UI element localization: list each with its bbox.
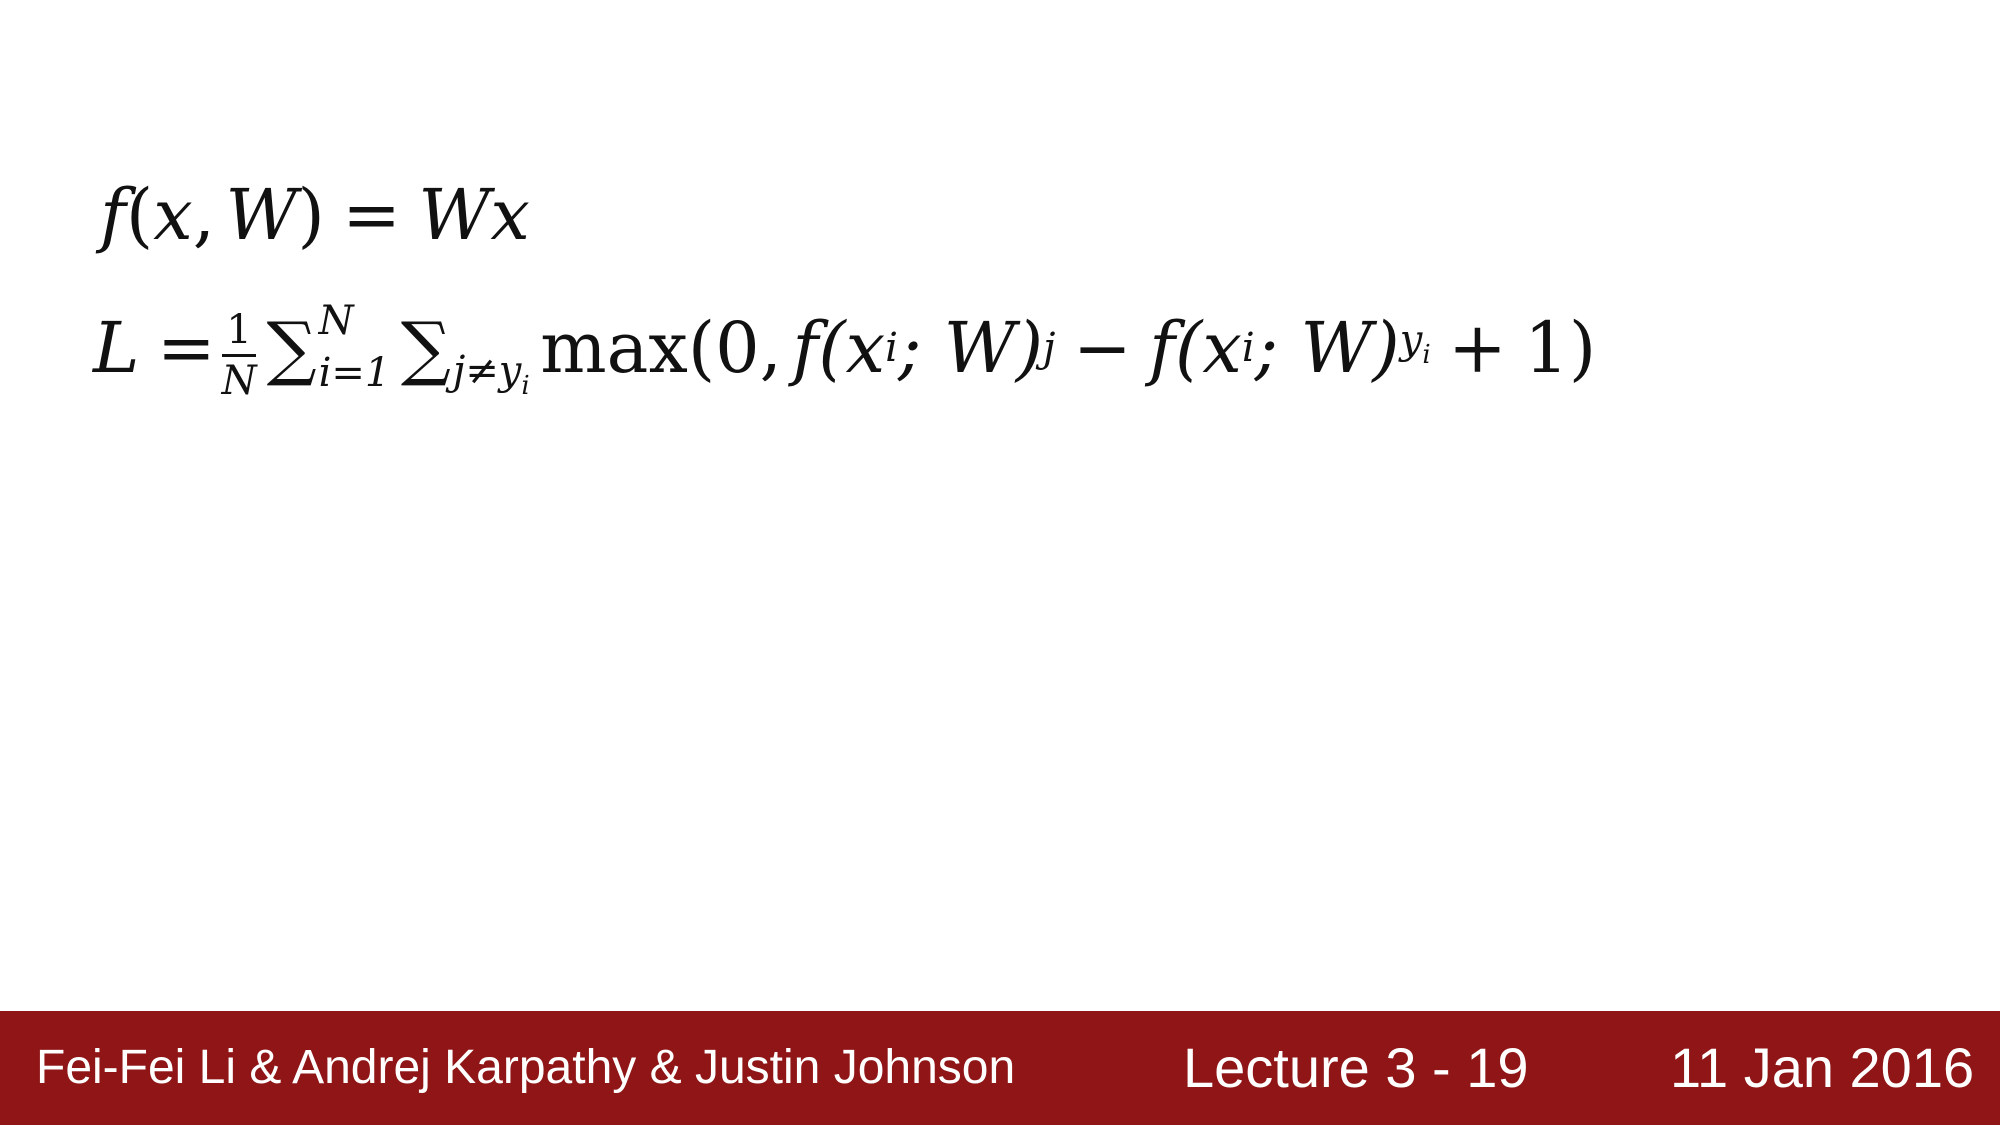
f-term-2-sub-y (1399, 317, 1431, 370)
f-term-2-sub-y-main: y (1399, 317, 1423, 363)
sum-upper-limit: N (318, 297, 354, 344)
sum-symbol-1: ∑ (266, 306, 317, 389)
f-term-2-arg: (x (1175, 306, 1242, 389)
fraction-one-over-n (222, 308, 257, 403)
f-term-1: f (792, 306, 819, 389)
sum-j-lower-main: j≠y (452, 348, 522, 394)
sum-lower-limit: i=1 (318, 349, 391, 396)
loss-L: L (93, 306, 140, 389)
eq1-W: W (225, 174, 298, 256)
footer-bar (0, 1011, 2000, 1125)
eq1-W2: W (418, 174, 491, 256)
sum-over-i-limits (318, 297, 391, 396)
footer-authors: Fei-Fei Li & Andrej Karpathy & Justin Johnson (36, 1041, 1016, 1094)
plus-sign: + (1448, 306, 1507, 389)
f-term-1-arg-rest: ; W) (897, 306, 1044, 389)
f-term-2-sub-y-i: i (1422, 340, 1431, 370)
max-function: max (540, 306, 688, 389)
margin-one-close: 1) (1524, 306, 1597, 389)
eq1-equals: = (342, 174, 401, 256)
loss-equals: = (156, 306, 216, 389)
footer-date: 11 Jan 2016 (1670, 1036, 1975, 1099)
max-open: (0, (687, 306, 782, 389)
eq1-x2: x (490, 174, 530, 256)
f-term-2: f (1149, 306, 1176, 389)
sum-over-j (401, 290, 530, 405)
eq1-x: x (153, 174, 193, 256)
svm-loss-equation: L = $\frac{1}{N}$ ∑ N i=1 ∑ $j\ne y_i$ max (0, f (x i ; W) j − f (x i ; W) $y_i$ + 1) (93, 290, 1596, 405)
sum-j-lower-sub: i (521, 371, 530, 401)
fraction-numerator: 1 (222, 308, 255, 357)
sum-j-lower-limit (453, 316, 530, 431)
sum-symbol-2: ∑ (400, 306, 451, 389)
minus-sign: − (1072, 306, 1132, 389)
sum-over-i (266, 297, 391, 396)
eq1-comma: , (192, 174, 215, 256)
f-term-2-arg-rest: ; W) (1254, 306, 1400, 389)
eq1-close-paren: ) (297, 174, 325, 256)
footer-lecture-number: Lecture 3 - 19 (1183, 1036, 1529, 1099)
eq1-f: f (100, 174, 126, 256)
f-term-1-arg: (x (818, 306, 886, 389)
eq1-open-paren: ( (125, 174, 154, 256)
score-function-equation (100, 170, 530, 260)
fraction-denominator: N (221, 358, 257, 404)
